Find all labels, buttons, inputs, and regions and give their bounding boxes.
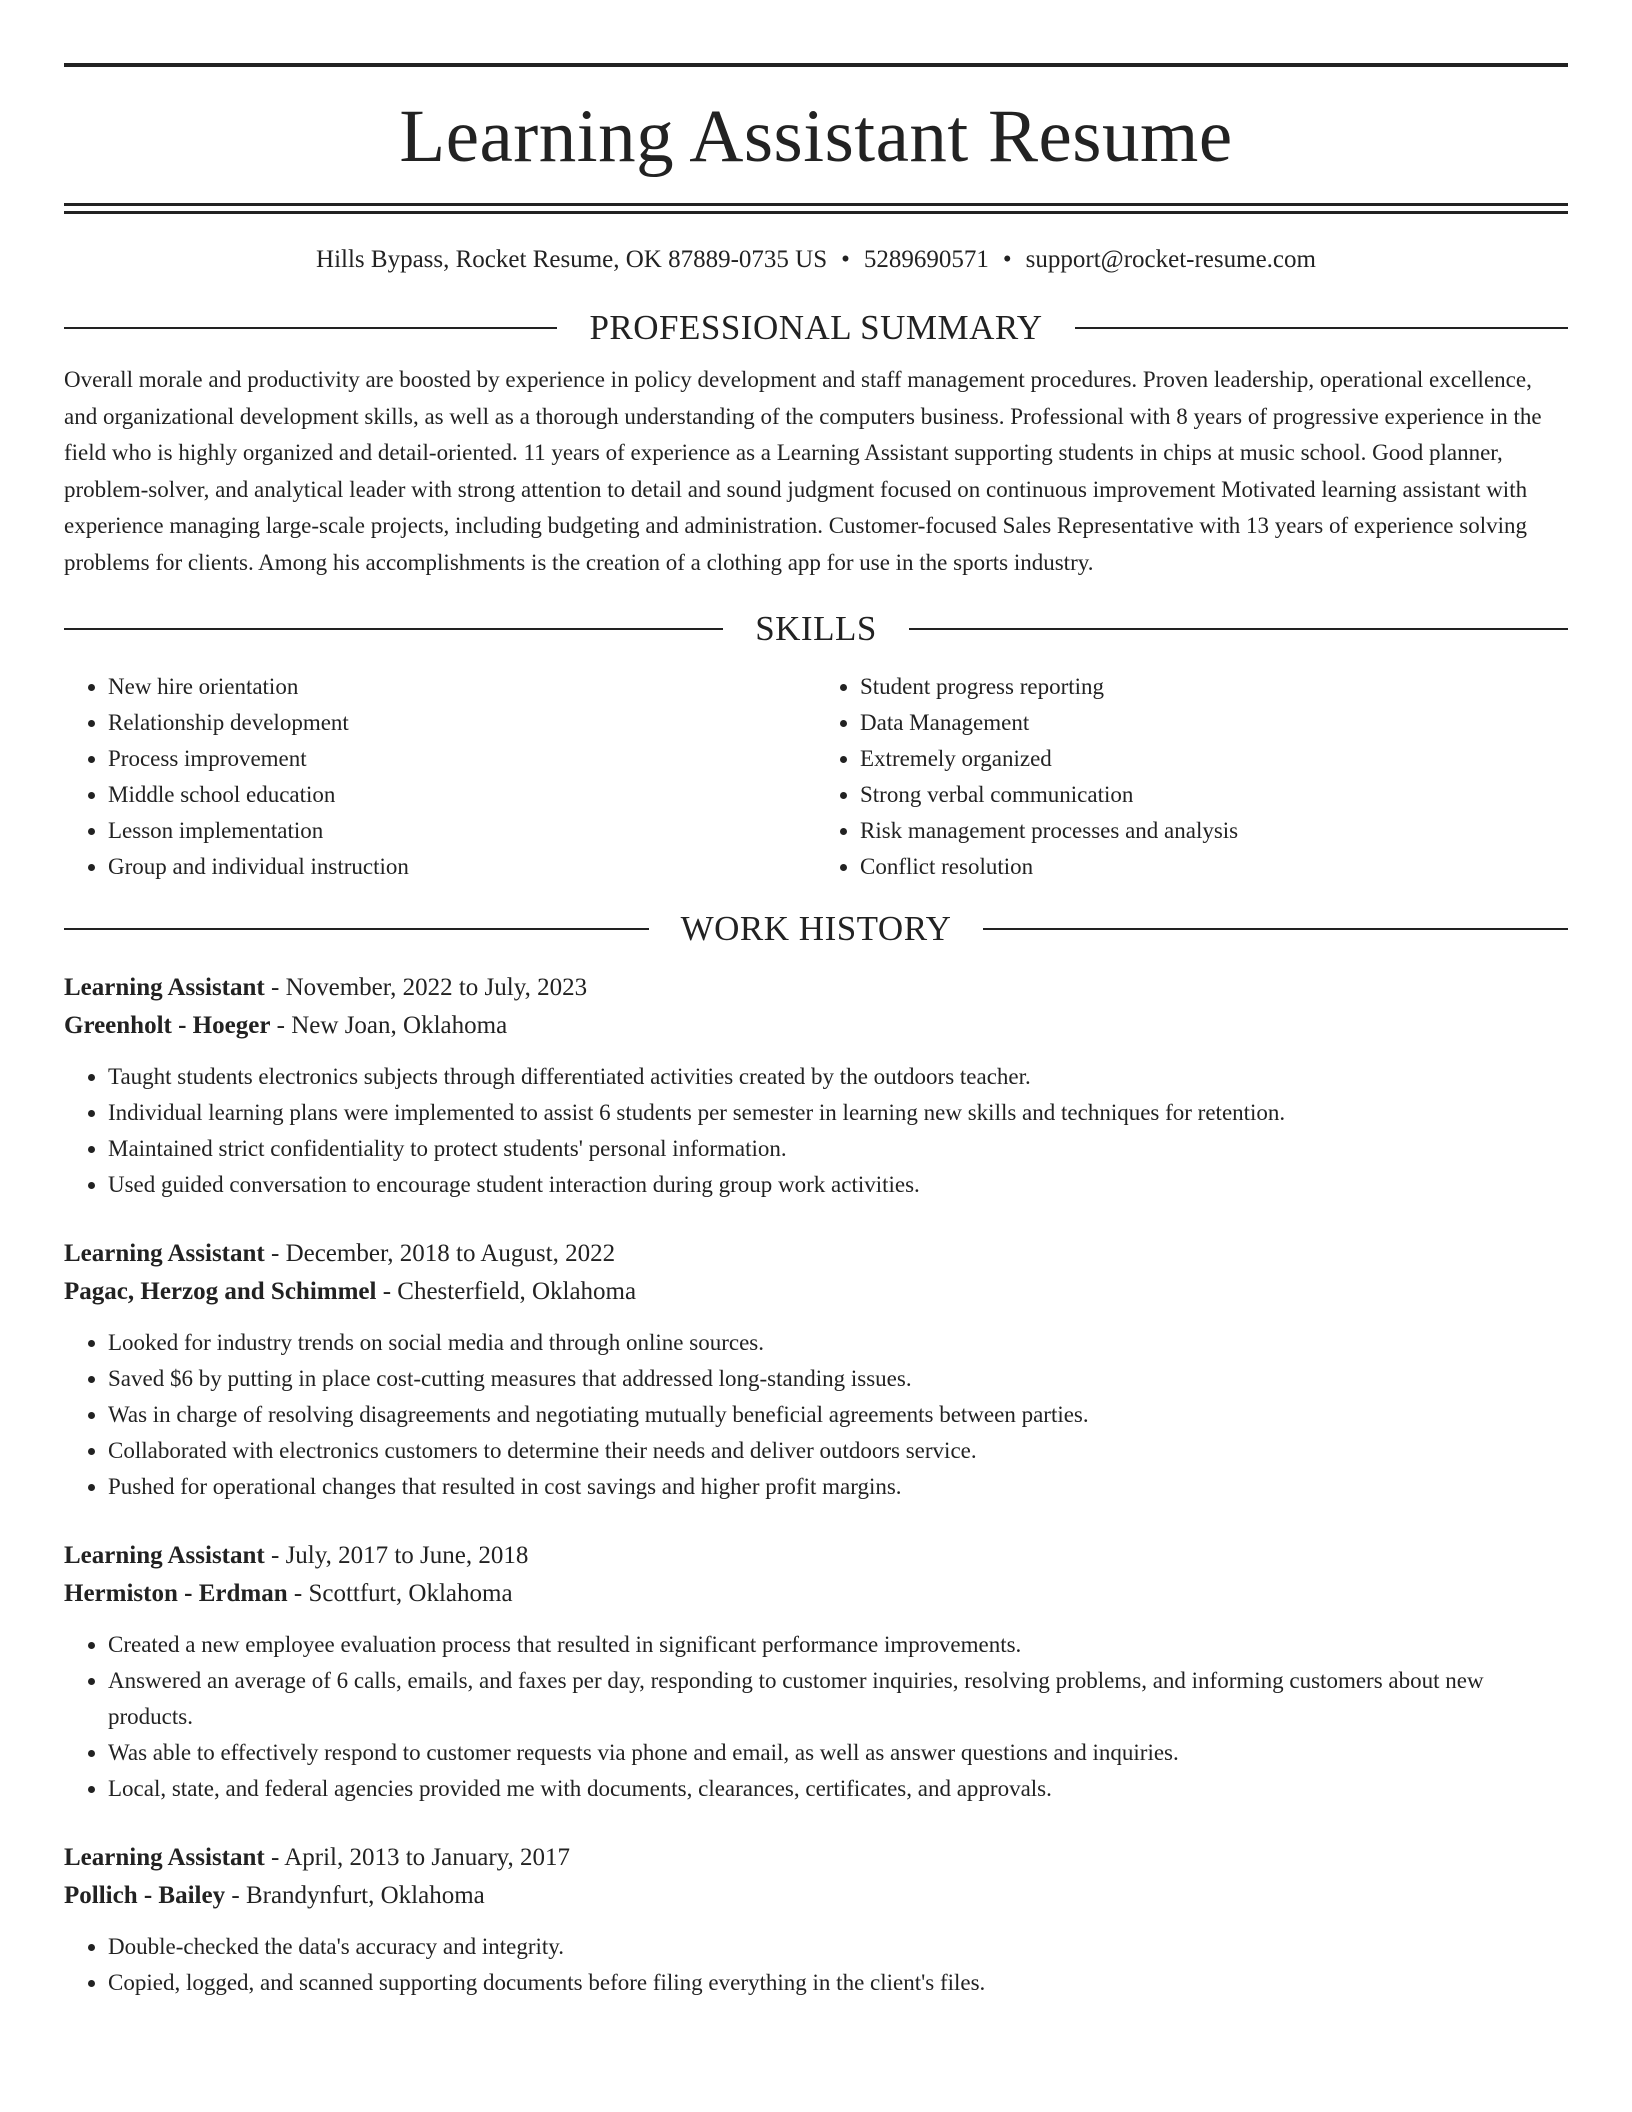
skill-item: • Strong verbal communication	[860, 777, 1568, 813]
skill-item: • Extremely organized	[860, 741, 1568, 777]
job-entry	[64, 1839, 1568, 2001]
heading-rule-right	[1075, 327, 1568, 329]
job-bullet: • Saved $6 by putting in place cost-cutting measures that addressed long-standing issues.	[108, 1361, 1568, 1397]
job-company: Pollich - Bailey	[64, 1882, 226, 1909]
job-entry	[64, 969, 1568, 1203]
summary-text: Overall morale and productivity are boosted by experience in policy development and staff management procedures. Proven leadership, operational excellence, and organizational development skills, as well as a thorough understanding of the computers business. Professional with 8 years of progressive experience in the field who is highly organized and detail-oriented. 11 years of experience as a Learning Assistant supporting students in chips at music school. Good planner, problem-solver, and analytical leader with strong attention to detail and sound judgment focused on continuous improvement Motivated learning assistant with experience managing large-scale projects, including budgeting and administration. Customer-focused Sales Representative with 13 years of experience solving problems for clients. Among his accomplishments is the creation of a clothing app for use in the sports industry.	[64, 367, 1542, 575]
job-entry	[64, 1235, 1568, 1505]
skill-item: • New hire orientation	[108, 669, 816, 705]
job-title: Learning Assistant	[64, 1844, 265, 1871]
job-bullets	[64, 1059, 1568, 1203]
job-title: Learning Assistant	[64, 1542, 265, 1569]
page-title: Learning Assistant Resume	[399, 95, 1233, 178]
job-title-line: Learning Assistant - April, 2013 to January, 2017	[64, 1844, 571, 1871]
job-title-line: Learning Assistant - November, 2022 to July, 2023	[64, 974, 588, 1001]
job-dates: July, 2017 to June, 2018	[285, 1542, 529, 1569]
job-bullet: • Was able to effectively respond to customer requests via phone and email, as well as answer questions and inquiries.	[108, 1735, 1568, 1771]
skill-item: • Middle school education	[108, 777, 816, 813]
contact-line	[64, 244, 1568, 276]
job-title-line: Learning Assistant - December, 2018 to August, 2022	[64, 1240, 616, 1267]
summary-heading-label: PROFESSIONAL SUMMARY	[589, 308, 1043, 347]
job-bullets	[64, 1325, 1568, 1505]
skills-columns	[64, 669, 1568, 885]
job-bullets	[64, 1929, 1568, 2001]
heading-rule-right	[983, 928, 1568, 930]
contact-separator: •	[1002, 246, 1012, 273]
job-location: Chesterfield, Oklahoma	[397, 1278, 637, 1305]
heading-rule-left	[64, 327, 557, 329]
job-dates: December, 2018 to August, 2022	[285, 1240, 616, 1267]
job-dates: November, 2022 to July, 2023	[285, 974, 588, 1001]
contact-email: support@rocket-resume.com	[1025, 246, 1316, 273]
skill-item: • Risk management processes and analysis	[860, 813, 1568, 849]
job-bullet: • Used guided conversation to encourage student interaction during group work activities.	[108, 1167, 1568, 1203]
contact-phone: 5289690571	[863, 246, 989, 273]
job-bullet: • Taught students electronics subjects through differentiated activities created by the outdoors teacher.	[108, 1059, 1568, 1095]
job-bullet: • Copied, logged, and scanned supporting documents before filing everything in the client's files.	[108, 1965, 1568, 2001]
job-location: Brandynfurt, Oklahoma	[245, 1882, 485, 1909]
skills-section-heading	[64, 607, 1568, 651]
job-title-line: Learning Assistant - July, 2017 to June, 2018	[64, 1542, 529, 1569]
job-bullet: • Pushed for operational changes that resulted in cost savings and higher profit margins.	[108, 1469, 1568, 1505]
contact-address: Hills Bypass, Rocket Resume, OK 87889-0735 US	[316, 246, 828, 273]
job-title: Learning Assistant	[64, 1240, 265, 1267]
job-entry	[64, 1537, 1568, 1807]
heading-rule-left	[64, 928, 649, 930]
job-company-line: Pagac, Herzog and Schimmel - Chesterfield, Oklahoma	[64, 1278, 637, 1305]
work-heading-label: WORK HISTORY	[680, 909, 952, 948]
contact-separator: •	[841, 246, 850, 273]
skill-item: • Conflict resolution	[860, 849, 1568, 885]
skills-heading-label: SKILLS	[755, 609, 877, 648]
skill-item: • Group and individual instruction	[108, 849, 816, 885]
skill-item: • Relationship development	[108, 705, 816, 741]
job-bullet: • Maintained strict confidentiality to protect students' personal information.	[108, 1131, 1568, 1167]
job-company-line: Hermiston - Erdman - Scottfurt, Oklahoma	[64, 1580, 513, 1607]
job-company-line: Greenholt - Hoeger - New Joan, Oklahoma	[64, 1012, 508, 1039]
job-bullets	[64, 1627, 1568, 1807]
skill-item: • Lesson implementation	[108, 813, 816, 849]
job-dates: April, 2013 to January, 2017	[284, 1844, 571, 1871]
skill-item: • Data Management	[860, 705, 1568, 741]
summary-section-heading	[64, 306, 1568, 350]
skill-item: • Process improvement	[108, 741, 816, 777]
job-title: Learning Assistant	[64, 974, 265, 1001]
job-bullet: • Looked for industry trends on social media and through online sources.	[108, 1325, 1568, 1361]
job-bullet: • Individual learning plans were implemented to assist 6 students per semester in learning new skills and techniques for retention.	[108, 1095, 1568, 1131]
job-bullet: • Answered an average of 6 calls, emails, and faxes per day, responding to customer inquiries, resolving problems, and informing customers about new products.	[108, 1663, 1568, 1735]
job-location: New Joan, Oklahoma	[291, 1012, 508, 1039]
resume-page	[64, 0, 1568, 2001]
skills-list-right	[816, 669, 1568, 885]
job-company-line: Pollich - Bailey - Brandynfurt, Oklahoma	[64, 1882, 485, 1909]
skills-list-left	[64, 669, 816, 885]
job-bullet: • Was in charge of resolving disagreements and negotiating mutually beneficial agreements between parties.	[108, 1397, 1568, 1433]
skill-item: • Student progress reporting	[860, 669, 1568, 705]
heading-rule-left	[64, 628, 723, 630]
job-bullet: • Double-checked the data's accuracy and integrity.	[108, 1929, 1568, 1965]
job-bullet: • Created a new employee evaluation process that resulted in significant performance improvements.	[108, 1627, 1568, 1663]
job-location: Scottfurt, Oklahoma	[308, 1580, 513, 1607]
title-double-rule	[64, 203, 1568, 214]
work-section-heading	[64, 907, 1568, 951]
job-company: Greenholt - Hoeger	[64, 1012, 271, 1039]
job-company: Pagac, Herzog and Schimmel	[64, 1278, 377, 1305]
job-bullet: • Local, state, and federal agencies provided me with documents, clearances, certificates, and approvals.	[108, 1771, 1568, 1807]
job-company: Hermiston - Erdman	[64, 1580, 288, 1607]
job-bullet: • Collaborated with electronics customers to determine their needs and deliver outdoors service.	[108, 1433, 1568, 1469]
heading-rule-right	[909, 628, 1568, 630]
